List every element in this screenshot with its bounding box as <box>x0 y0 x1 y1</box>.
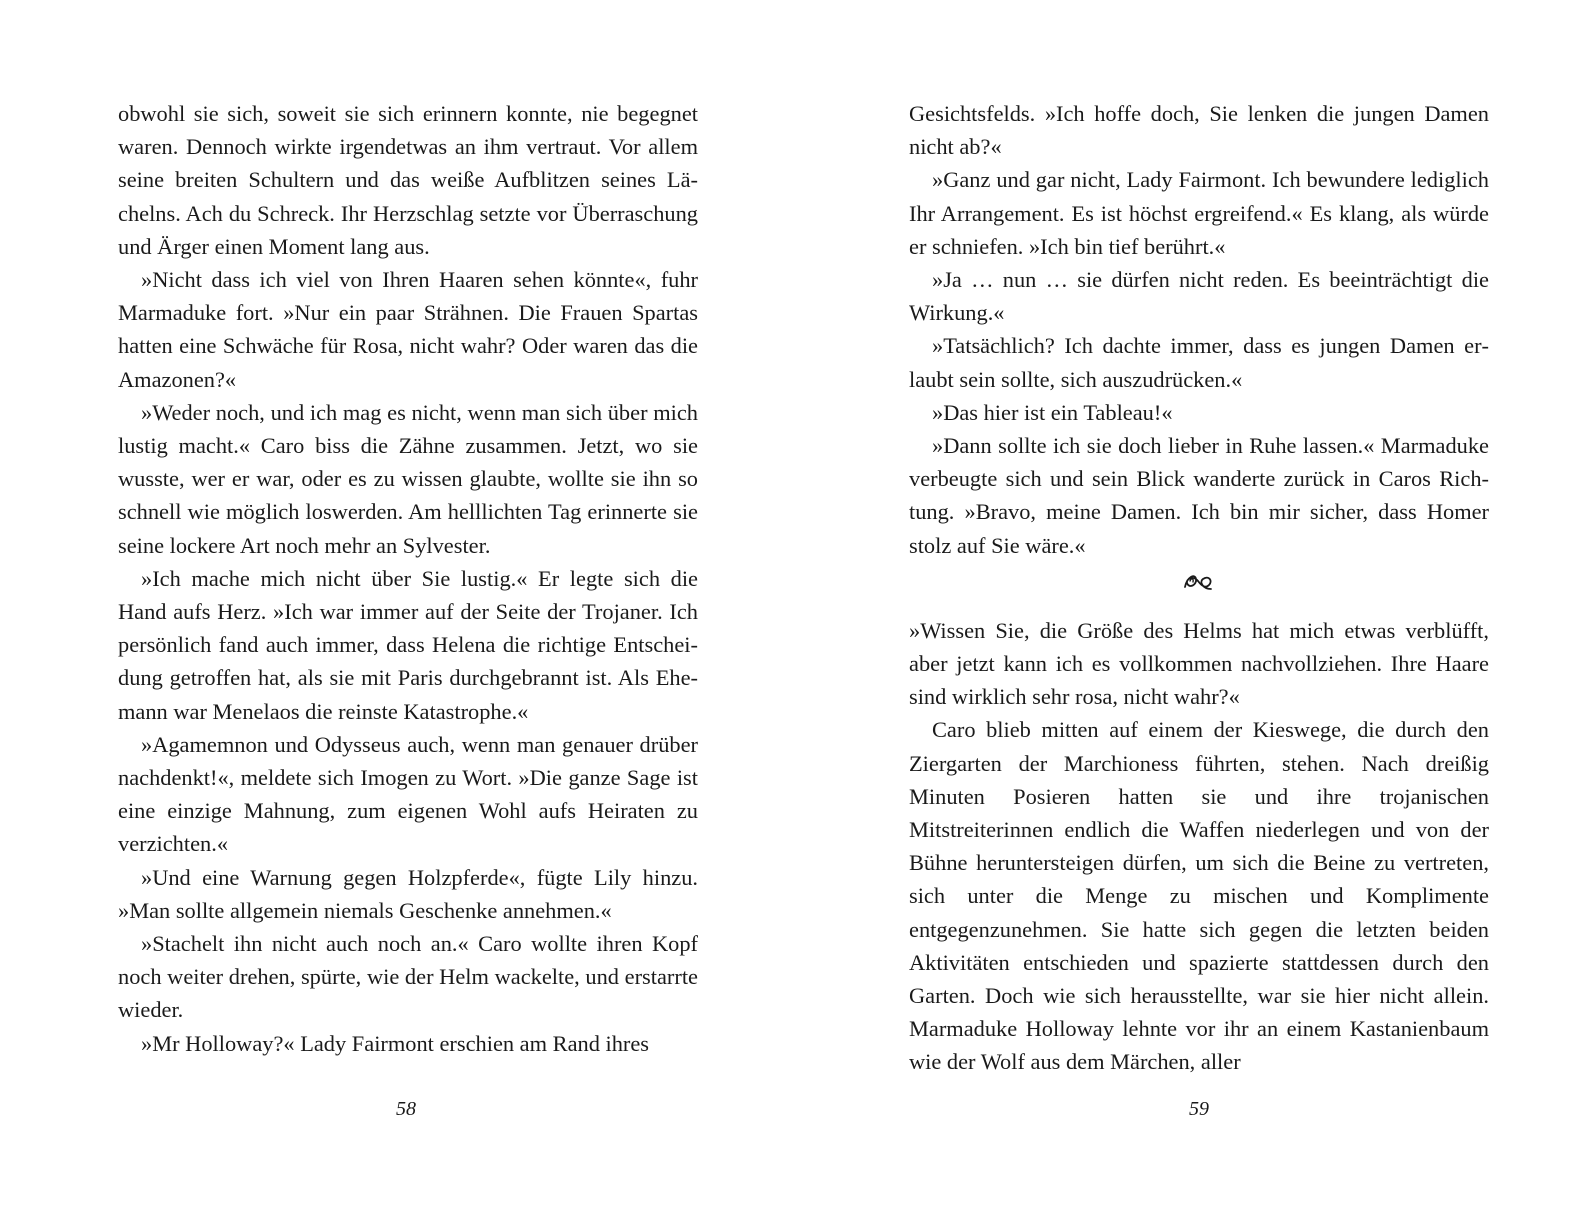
section-break <box>909 562 1489 614</box>
left-paragraph-5: »Agamemnon und Odysseus auch, wenn man genauer drüber nachdenkt!«, meldete sich Imogen zu Wort. »Die ganze Sage ist eine einzige Mahnung, zum eigenen Wohl aufs Heiraten zu verzichten.« <box>118 731 698 857</box>
right-paragraph-6: »Dann sollte ich sie doch lieber in Ruhe lassen.« Marmaduke verbeugte sich und sein Blick wanderte zurück in Caros Richtung. »Bravo, meine Damen. Ich bin mir sicher, dass Homer stolz auf Sie wäre.« <box>909 433 1489 558</box>
right-paragraph-8: Caro blieb mitten auf einem der Kieswege, die durch den Ziergarten der Marchioness führten, stehen. Nach dreißig Minuten Posieren hatten sie und ihre trojanischen Mitstreiterinnen endlich die Waffen niederlegen und von der Bühne heruntersteigen dürfen, um sich die Beine zu vertreten, sich unter die Menge zu mischen und Komplimente entgegenzunehmen. Sie hatte sich gegen die letzten beiden Aktivitäten entschieden und spazierte stattdessen durch den Garten. Doch wie sich herausstellte, war sie hier nicht allein. Marmaduke Holloway lehnte vor ihr an einem Kastanienbaum wie der Wolf aus dem Märchen, aller <box>909 717 1489 1075</box>
left-paragraph-2: »Nicht dass ich viel von Ihren Haaren sehen könnte«, fuhr Marmaduke fort. »Nur ein paar Strähnen. Die Frauen Spartas hatten eine Schwäche für Rosa, nicht wahr? Oder waren das die Amazonen?« <box>118 267 698 392</box>
right-paragraph-4: »Tatsächlich? Ich dachte immer, dass es jungen Damen erlaubt sein sollte, sich auszudrücken.« <box>909 333 1489 392</box>
page-number-right: 59 <box>1189 1098 1209 1120</box>
right-paragraph-7: »Wissen Sie, die Größe des Helms hat mich etwas verblüfft, aber jetzt kann ich es vollkommen nachvollziehen. Ihre Haare sind wirklich sehr rosa, nicht wahr?« <box>909 617 1489 710</box>
right-paragraph-5: »Das hier ist ein Tableau!« <box>932 399 1173 425</box>
right-paragraph-1: Gesichtsfelds. »Ich hoffe doch, Sie lenken die jungen Damen nicht ab?« <box>909 101 1489 160</box>
page-number-left: 58 <box>396 1098 416 1120</box>
left-paragraph-4: »Ich mache mich nicht über Sie lustig.« Er legte sich die Hand aufs Herz. »Ich war immer auf der Seite der Trojaner. Ich persönlich fand auch immer, dass Helena die richtige Entscheidung getroffen hat, als sie mit Paris durchgebrannt ist. Als Ehemann war Menelaos die reinste Katastrophe.« <box>118 565 698 724</box>
left-paragraph-8: »Mr Holloway?« Lady Fairmont erschien am Rand ihres <box>141 1030 650 1056</box>
left-paragraph-1: obwohl sie sich, soweit sie sich erinnern konnte, nie begegnet waren. Dennoch wirkte irgendetwas an ihm vertraut. Vor allem seine breiten Schultern und das weiße Aufblitzen seines Lächelns. Ach du Schreck. Ihr Herzschlag setzte vor Überraschung und Ärger einen Moment lang aus. <box>118 101 698 259</box>
right-paragraph-3: »Ja … nun … sie dürfen nicht reden. Es beeinträchtigt die Wirkung.« <box>909 267 1489 326</box>
flourish-ornament-icon <box>1181 567 1217 595</box>
right-paragraph-2: »Ganz und gar nicht, Lady Fairmont. Ich bewundere lediglich Ihr Arrangement. Es ist höchst ergreifend.« Es klang, als würde er schniefen. »Ich bin tief berührt.« <box>909 167 1489 259</box>
left-paragraph-7: »Stachelt ihn nicht auch noch an.« Caro wollte ihren Kopf noch weiter drehen, spürte, wie der Helm wackelte, und erstarrte wieder. <box>118 931 698 1023</box>
right-page <box>909 97 1489 1079</box>
left-paragraph-6: »Und eine Warnung gegen Holzpferde«, fügte Lily hinzu. »Man sollte allgemein niemals Geschenke annehmen.« <box>118 864 698 923</box>
left-page <box>118 97 698 1060</box>
left-paragraph-3: »Weder noch, und ich mag es nicht, wenn man sich über mich lustig macht.« Caro biss die Zähne zusammen. Jetzt, wo sie wusste, wer er war, oder es zu wissen glaubte, wollte sie ihn so schnell wie möglich loswerden. Am helllichten Tag erinnerte sie seine lockere Art noch mehr an Sylvester. <box>118 399 698 558</box>
